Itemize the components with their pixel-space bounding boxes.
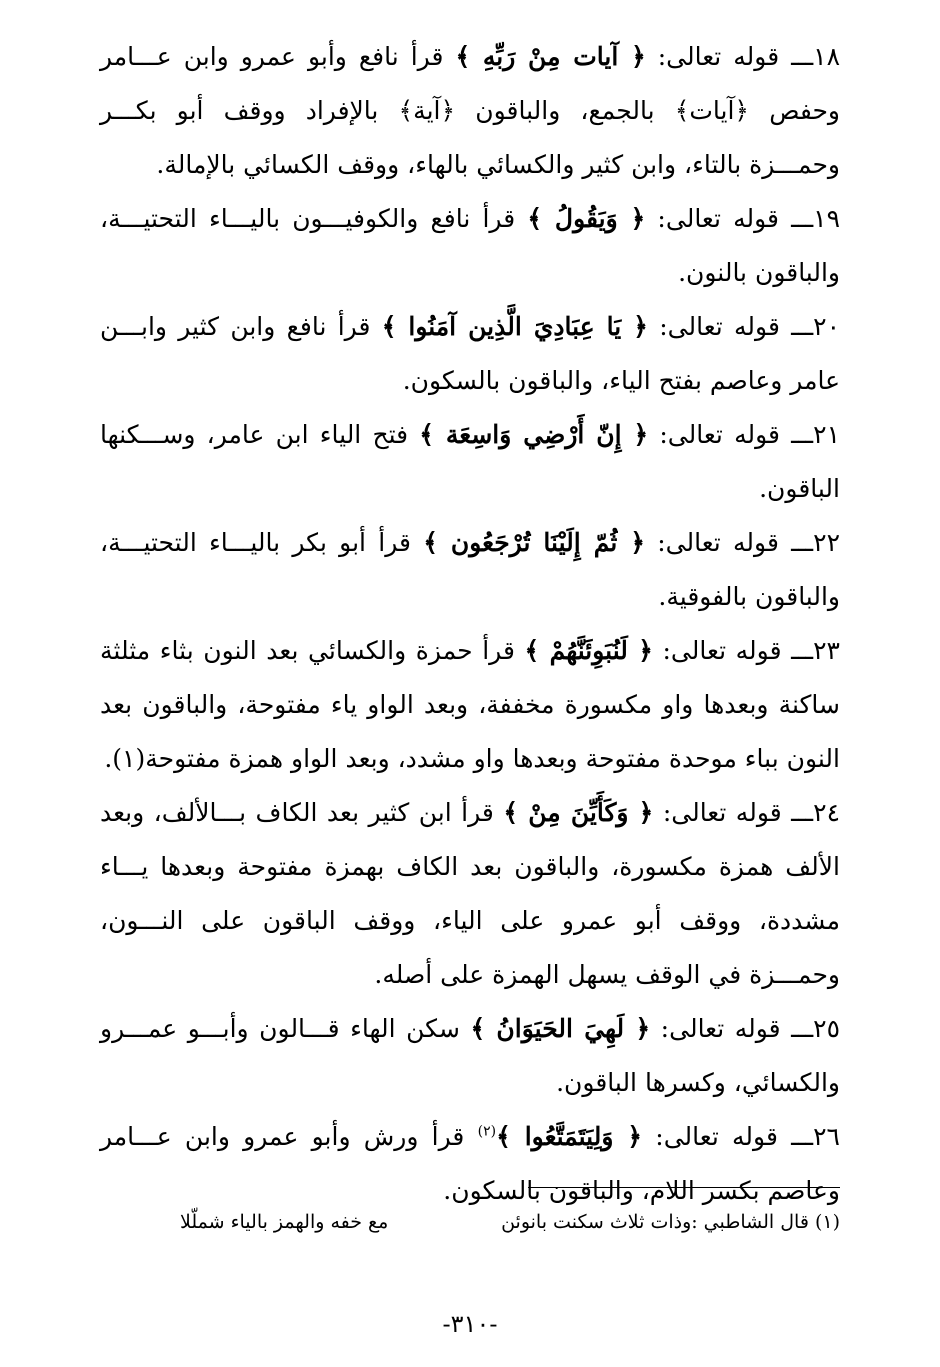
main-text xyxy=(100,30,840,1218)
verse-number: ٢٤ـــ قوله تعالى: xyxy=(653,798,840,827)
quran-verse: ﴿ وَيَقُولُ ﴾ xyxy=(527,204,646,233)
paragraph-25 xyxy=(100,1002,840,1110)
verse-number: ٢١ـــ قوله تعالى: xyxy=(648,420,840,449)
commentary-text: قرأ ابن كثير بعد الكاف بـــالألف، وبعد الألف همزة مكسورة، والباقون بعد الكاف بهمزة مفتوحة وبعدها يـــاء مشددة، ووقف أبو عمرو على الياء، ووقف الباقون على النـــون، وحمـــزة في الوقف يسهل الهمزة على أصله. xyxy=(100,798,840,989)
quran-verse: ﴿ لَهِيَ الحَيَوَانُ ﴾ xyxy=(470,1014,651,1043)
quran-verse: ﴿ لَنُبَوِئَنَّهُمْ ﴾ xyxy=(524,636,653,665)
paragraph-23 xyxy=(100,624,840,786)
commentary-text: قرأ أبو بكر باليـــاء التحتيـــة، والباقون بالفوقية. xyxy=(100,528,840,611)
verse-number: ٢٠ـــ قوله تعالى: xyxy=(647,312,841,341)
paragraph-18 xyxy=(100,30,840,192)
verse-number: ١٩ـــ قوله تعالى: xyxy=(645,204,841,233)
verse-number: ٢٥ـــ قوله تعالى: xyxy=(650,1014,841,1043)
footnote-reference: (٢) xyxy=(477,1123,497,1140)
commentary-text: سكن الهاء قـــالون وأبـــو عمـــرو والكسائي، وكسرها الباقون. xyxy=(100,1014,840,1097)
commentary-text: قرأ نافع وأبو عمرو وابن عـــامر وحفص ﴿آيات﴾ بالجمع، والباقون ﴿آية﴾ بالإفراد ووقف أبو بكـــر وحمـــزة بالتاء، وابن كثير والكسائي بالهاء، ووقف الكسائي بالإمالة. xyxy=(100,42,840,179)
commentary-text: قرأ نافع والكوفيـــون باليـــاء التحتيـــة، والباقون بالنون. xyxy=(100,204,840,287)
footnote-hemistich-first: (١) قال الشاطبي :وذات ثلاث سكنت بانوئن xyxy=(501,1211,840,1233)
quran-verse: ﴿ آيات مِنْ رَبِّهِ ﴾ xyxy=(455,42,646,71)
quran-verse: ﴿ ثُمّ إِلَيْنَا تُرْجَعُون ﴾ xyxy=(423,528,645,557)
paragraph-21 xyxy=(100,408,840,516)
page-number: -٣١٠- xyxy=(442,1310,498,1338)
commentary-text: قرأ حمزة والكسائي بعد النون بثاء مثلثة ساكنة وبعدها واو مكسورة مخففة، وبعد الواو ياء مفتوحة، والباقون بعد النون بباء موحدة مفتوحة وبعدها واو مشدد، وبعد الواو همزة مفتوحة(١). xyxy=(100,636,840,773)
paragraph-19 xyxy=(100,192,840,300)
quran-verse: ﴿ إِنّ أَرْضِي وَاسِعَة ﴾ xyxy=(419,420,649,449)
quran-verse: ﴿ وَلِيَتَمَتَّعُوا ﴾ xyxy=(496,1122,643,1151)
quran-verse: ﴿ وَكَأَيِّنَ مِنْ ﴾ xyxy=(503,798,654,827)
commentary-text: قرأ نافع وابن كثير وابـــن عامر وعاصم بفتح الياء، والباقون بالسكون. xyxy=(100,312,840,395)
footnote-hemistich-second: مع خفه والهمز بالياء شملّلا xyxy=(180,1211,389,1233)
paragraph-20 xyxy=(100,300,840,408)
verse-number: ١٨ـــ قوله تعالى: xyxy=(645,42,841,71)
paragraph-22 xyxy=(100,516,840,624)
verse-number: ٢٢ـــ قوله تعالى: xyxy=(644,528,840,557)
quran-verse: ﴿ يَا عِبَادِيَ الَّذِين آمَنُوا ﴾ xyxy=(381,312,648,341)
verse-number: ٢٣ـــ قوله تعالى: xyxy=(652,636,840,665)
commentary-text: قرأ ورش وأبو عمرو وابن عـــامر وعاصم بكسر اللام، والباقون بالسكون. xyxy=(100,1122,840,1205)
paragraph-24 xyxy=(100,786,840,1002)
verse-number: ٢٦ـــ قوله تعالى: xyxy=(642,1122,840,1151)
footnote-divider xyxy=(528,1187,840,1188)
paragraph-26 xyxy=(100,1110,840,1218)
commentary-text: فتح الياء ابن عامر، وســـكنها الباقون. xyxy=(100,420,840,503)
